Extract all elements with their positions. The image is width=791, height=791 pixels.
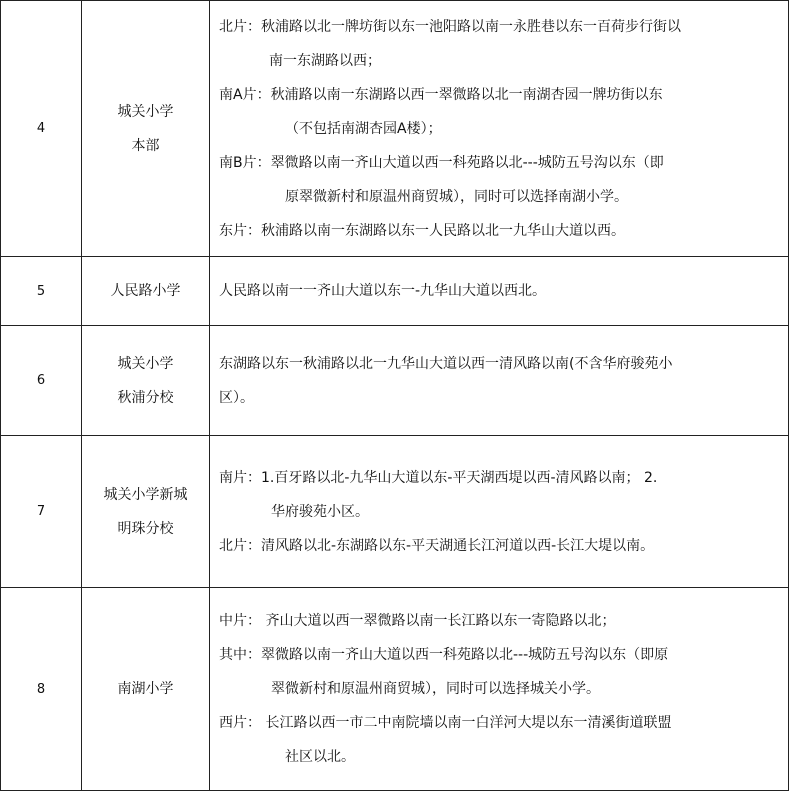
school-name-line: 本部 xyxy=(131,137,160,154)
description-line: 东湖路以东一秋浦路以北一九华山大道以西一清风路以南(不含华府骏苑小 xyxy=(219,355,673,372)
description-line: 南A片：秋浦路以南一东湖路以西一翠微路以北一南湖杏园一牌坊街以东 xyxy=(219,86,663,103)
school-name-line: 秋浦分校 xyxy=(117,389,174,406)
school-name xyxy=(82,1,210,257)
table-row xyxy=(1,436,789,588)
district-description xyxy=(210,1,789,257)
school-name-line: 明珠分校 xyxy=(117,520,174,537)
description-line: 东片：秋浦路以南一东湖路以东一人民路以北一九华山大道以西。 xyxy=(219,222,625,239)
description-line: 原翠微新村和原温州商贸城），同时可以选择南湖小学。 xyxy=(285,188,628,205)
description-line: 华府骏苑小区。 xyxy=(271,503,369,520)
row-number: 4 xyxy=(1,1,82,257)
description-line: 其中：翠微路以南一齐山大道以西一科苑路以北---城防五号沟以东（即原 xyxy=(219,647,669,663)
description-line: 西片： 长江路以西一市二中南院墙以南一白洋河大堤以东一清溪街道联盟 xyxy=(219,715,672,731)
school-name-line: 城关小学 xyxy=(117,355,174,372)
district-description xyxy=(210,588,789,791)
description-line: 社区以北。 xyxy=(285,749,355,765)
row-number: 8 xyxy=(1,588,82,791)
description-line: （不包括南湖杏园A楼）； xyxy=(285,120,442,137)
description-line: 南一东湖路以西； xyxy=(269,52,381,69)
description-line: 翠微新村和原温州商贸城），同时可以选择城关小学。 xyxy=(271,681,600,697)
school-name-line: 城关小学 xyxy=(117,103,174,120)
school-name-line: 南湖小学 xyxy=(117,681,174,697)
school-name xyxy=(82,436,210,588)
school-name-line: 城关小学新城 xyxy=(103,486,188,503)
description-line: 北片：清风路以北-东湖路以东-平天湖通长江河道以西-长江大堤以南。 xyxy=(219,537,655,554)
school-name xyxy=(82,257,210,326)
school-name-line: 人民路小学 xyxy=(110,283,181,299)
table-row xyxy=(1,257,789,326)
description-line: 南片：1.百牙路以北-九华山大道以东-平天湖西堤以西-清风路以南； 2. xyxy=(219,469,658,486)
row-number: 7 xyxy=(1,436,82,588)
school-name xyxy=(82,588,210,791)
description-line: 区）。 xyxy=(219,389,254,406)
table-row xyxy=(1,1,789,257)
district-description xyxy=(210,326,789,436)
table-row xyxy=(1,326,789,436)
description-line: 北片：秋浦路以北一牌坊街以东一池阳路以南一永胜巷以东一百荷步行街以 xyxy=(219,18,681,35)
row-number: 6 xyxy=(1,326,82,436)
description-line: 人民路以南一一齐山大道以东一-九华山大道以西北。 xyxy=(219,283,547,299)
district-description xyxy=(210,436,789,588)
description-line: 中片： 齐山大道以西一翠微路以南一长江路以东一寄隐路以北； xyxy=(219,613,616,629)
description-line: 南B片：翠微路以南一齐山大道以西一科苑路以北---城防五号沟以东（即 xyxy=(219,154,664,171)
row-number: 5 xyxy=(1,257,82,326)
table-row xyxy=(1,588,789,791)
school-name xyxy=(82,326,210,436)
district-description xyxy=(210,257,789,326)
